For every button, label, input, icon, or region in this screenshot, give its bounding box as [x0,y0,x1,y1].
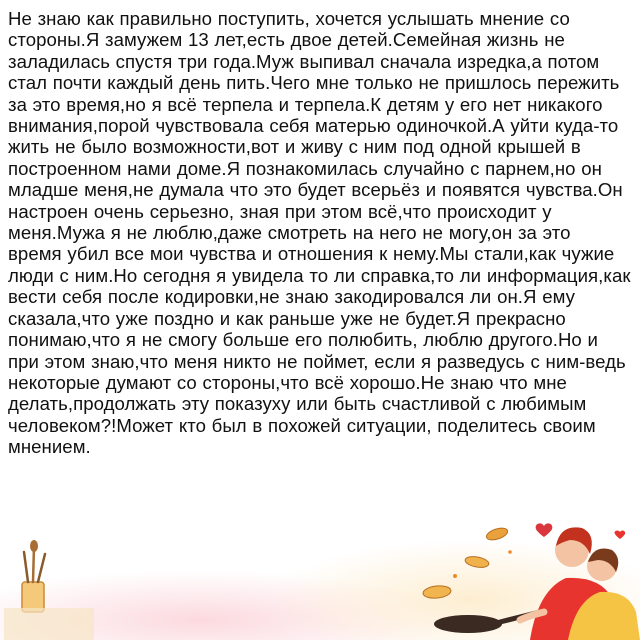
post-text-line: время убил все мои чувства и отношения к нему.Мы стали,как чужие [8,243,615,265]
post-text [8,8,636,458]
cooking-couple-illustration [434,523,640,640]
post-text-line: Не знаю как правильно поступить, хочется услышать мнение со [8,8,570,29]
post-text-line: делать,продолжать эту показуху или быть счастливой с любимым [8,393,587,415]
post-text-line: настроен очень серьезно, зная при этом всё,что происходит у [8,200,552,222]
post-text-line: внимания,порой чувствовала себя матерью одиночкой.А уйти куда-то [8,115,619,137]
post-text-line: стал почти каждый день пить.Чего мне только не пришлось пережить [8,72,620,94]
post-text-line: человеком?!Может кто был в похожей ситуации, поделитесь своим [8,414,596,436]
kitchen-decoration [0,480,640,640]
post-text-line: понимаю,что я не смогу больше его полюбить, люблю другого.Но и [8,329,598,351]
post-text-line: мнением. [8,436,91,458]
post-text-line: заладилась спустя три года.Муж выпивал сначала изредка,а потом [8,50,600,72]
post-text-line: жить не было возможности,вот и живу с ним под одной крышей в [8,136,581,158]
post-text-line: люди с ним.Но сегодня я увидела то ли справка,то ли информация,как [8,264,631,286]
cream-glow [270,540,640,640]
post-text-line: младше меня,не думала что это будет всерьёз и появятся чувства.Он [8,179,623,201]
post-text-line: при этом знаю,что меня никто не поймет, если я разведусь с ним-ведь [8,350,626,372]
post-text-line: вести себя после кодировки,не знаю закодировался ли он.Я ему [8,286,575,308]
post-text-line: стороны.Я замужем 13 лет,есть двое детей.Семейная жизнь не [8,29,565,51]
post-text-line: построенном нами доме.Я познакомилась случайно с парнем,но он [8,157,602,179]
utensil-jar-icon [4,540,94,640]
post-text-line: некоторые думают со стороны,что всё хорошо.Не знаю что мне [8,371,567,393]
post-text-line: сказала,что уже поздно и как раньше уже не будет.Я прекрасно [8,307,566,329]
pink-glow [0,570,460,640]
post-text-line: меня.Мужа я не люблю,даже смотреть на него не могу,он за это [8,222,571,244]
post-text-line: за это время,но я всё терпела и терпела.К детям у его нет никакого [8,93,603,115]
flying-pancakes-icon [422,526,511,600]
